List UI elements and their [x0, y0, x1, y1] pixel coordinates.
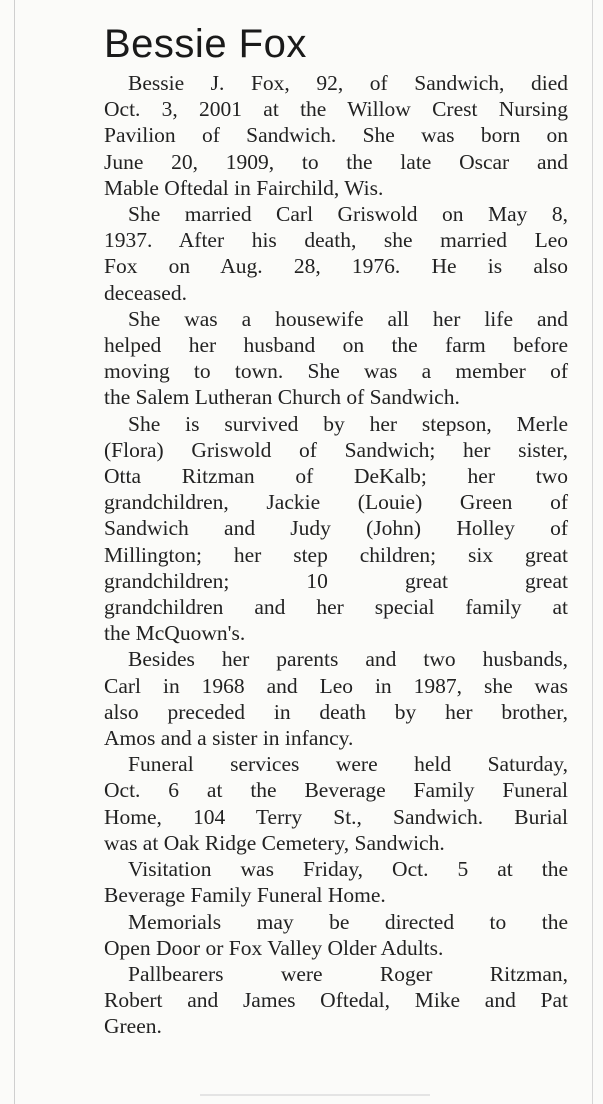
obituary-line: Oct. 3, 2001 at the Willow Crest Nursing — [104, 97, 568, 122]
obituary-line: She is survived by her stepson, Merle — [128, 411, 568, 436]
obituary-line: was at Oak Ridge Cemetery, Sandwich. — [104, 830, 445, 855]
obituary-line: 1937. After his death, she married Leo — [104, 228, 568, 253]
obituary-paragraph — [104, 751, 568, 856]
obituary-line: She was a housewife all her life and — [128, 306, 568, 331]
obituary-line: Beverage Family Funeral Home. — [104, 883, 386, 908]
obituary-line: the Salem Lutheran Church of Sandwich. — [104, 385, 460, 410]
obituary-line: also preceded in death by her brother, — [104, 699, 568, 724]
obituary-line: Funeral services were held Saturday, — [128, 752, 568, 777]
obituary-line: Robert and James Oftedal, Mike and Pat — [104, 988, 568, 1013]
obituary-line: Pavilion of Sandwich. She was born on — [104, 123, 568, 148]
obituary-line: June 20, 1909, to the late Oscar and — [104, 149, 568, 174]
obituary-line: Green. — [104, 1014, 162, 1039]
obituary-line: Fox on Aug. 28, 1976. He is also — [104, 254, 568, 279]
obituary-line: Visitation was Friday, Oct. 5 at the — [128, 857, 568, 882]
clipping-left-edge — [14, 0, 15, 1104]
obituary-line: Amos and a sister in infancy. — [104, 726, 354, 751]
obituary-line: Pallbearers were Roger Ritzman, — [128, 961, 568, 986]
bottom-edge-mark — [200, 1094, 430, 1096]
obituary-line: grandchildren; 10 great great — [104, 568, 568, 593]
obituary-paragraph — [104, 856, 568, 908]
obituary-line: Open Door or Fox Valley Older Adults. — [104, 935, 444, 960]
obituary-line: Home, 104 Terry St., Sandwich. Burial — [104, 804, 568, 829]
obituary-line: Memorials may be directed to the — [128, 909, 568, 934]
obituary-line: Sandwich and Judy (John) Holley of — [104, 516, 568, 541]
obituary-line: (Flora) Griswold of Sandwich; her sister, — [104, 437, 568, 462]
obituary-paragraph — [104, 70, 568, 201]
obituary-title: Bessie Fox — [104, 22, 307, 66]
obituary-line: Bessie J. Fox, 92, of Sandwich, died — [128, 71, 568, 95]
obituary-body — [104, 70, 568, 1040]
obituary-line: the McQuown's. — [104, 621, 246, 646]
obituary-line: Carl in 1968 and Leo in 1987, she was — [104, 673, 568, 698]
obituary-paragraph — [104, 201, 568, 306]
clipping-right-edge — [592, 0, 593, 1104]
obituary-line: Besides her parents and two husbands, — [128, 647, 568, 672]
obituary-line: Millington; her step children; six great — [104, 542, 568, 567]
obituary-paragraph — [104, 306, 568, 411]
obituary-paragraph — [104, 909, 568, 961]
obituary-paragraph — [104, 646, 568, 751]
obituary-line: moving to town. She was a member of — [104, 359, 568, 384]
obituary-line: helped her husband on the farm before — [104, 333, 568, 358]
obituary-paragraph — [104, 961, 568, 1040]
obituary-paragraph — [104, 411, 568, 647]
obituary-line: Otta Ritzman of DeKalb; her two — [104, 464, 568, 489]
obituary-line: She married Carl Griswold on May 8, — [128, 202, 568, 227]
obituary-line: grandchildren, Jackie (Louie) Green of — [104, 490, 568, 515]
obituary-line: grandchildren and her special family at — [104, 595, 568, 620]
obituary-line: deceased. — [104, 280, 187, 305]
obituary-line: Mable Oftedal in Fairchild, Wis. — [104, 175, 384, 200]
obituary-line: Oct. 6 at the Beverage Family Funeral — [104, 778, 568, 803]
